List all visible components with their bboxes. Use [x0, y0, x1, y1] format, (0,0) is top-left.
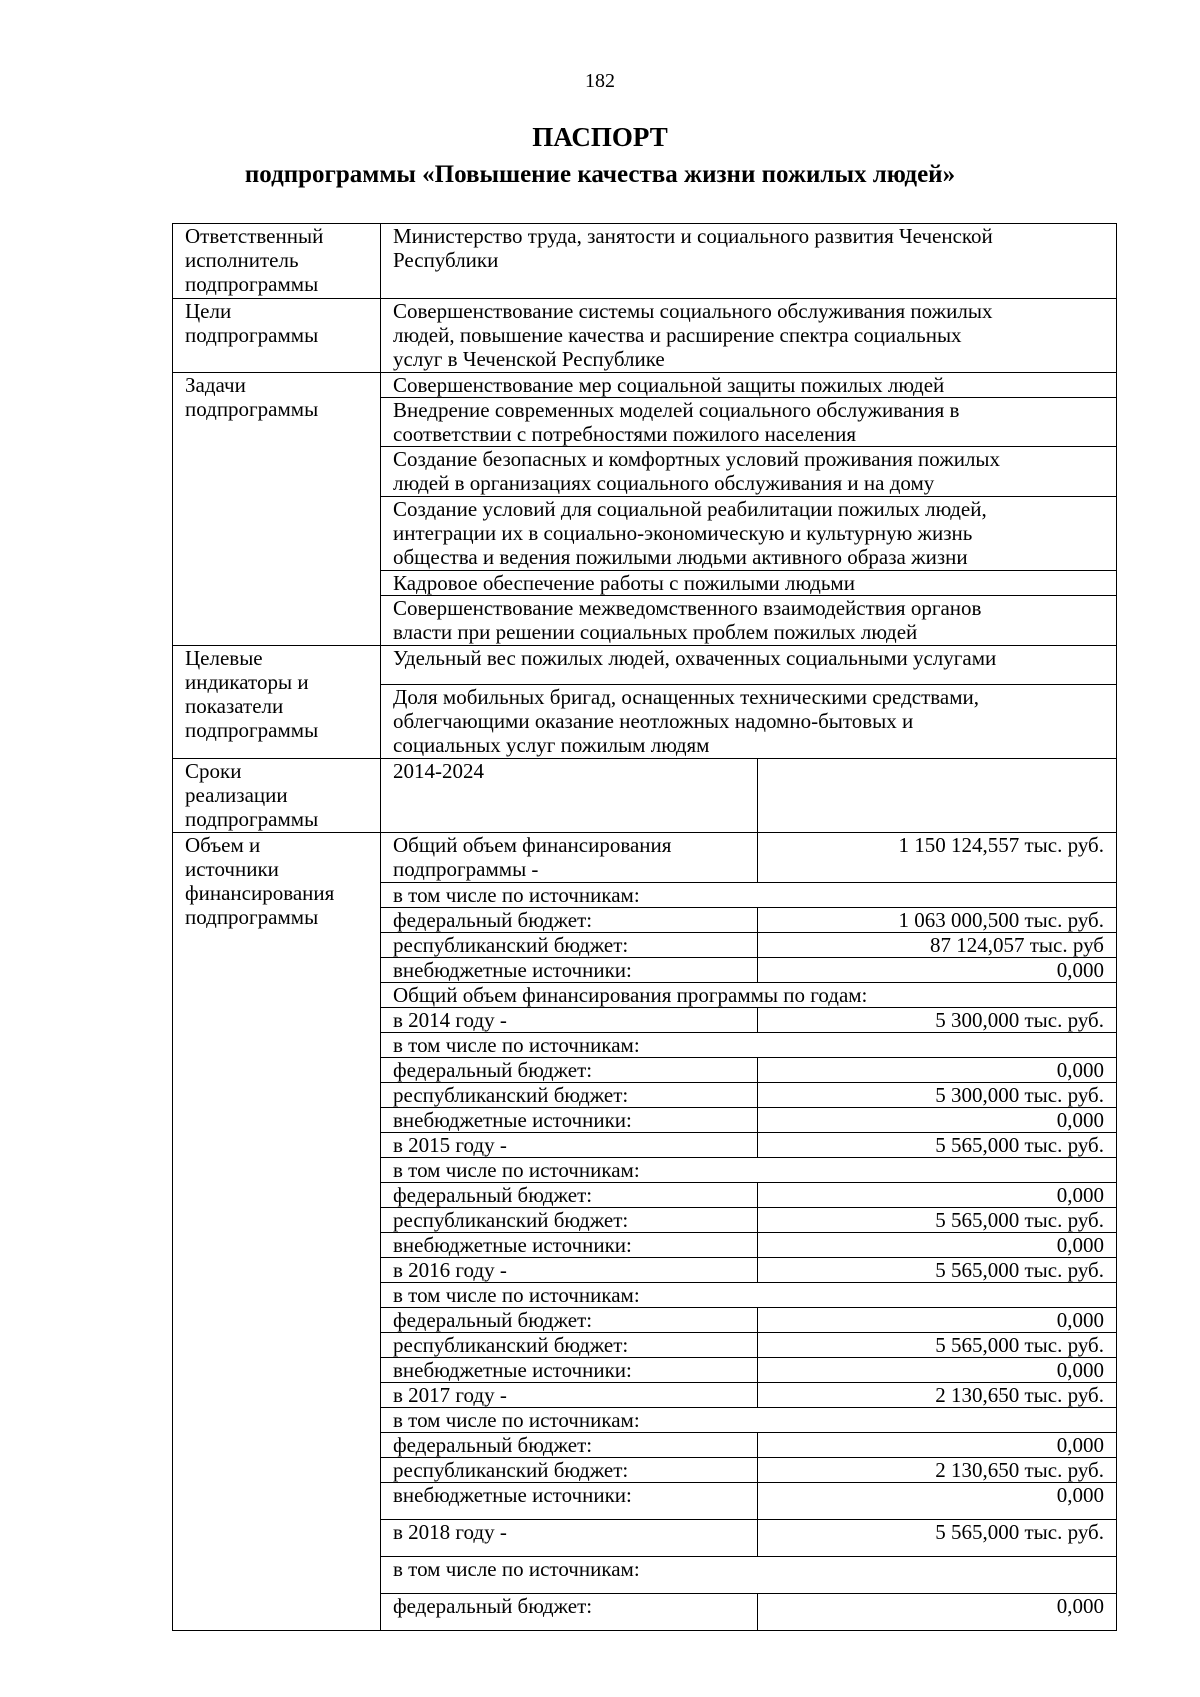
- passport-table: [172, 223, 1117, 1631]
- goals-label: Цели подпрограммы: [173, 299, 381, 373]
- year-republic: 2 130,650 тыс. руб.: [758, 1458, 1117, 1483]
- terms-label: Сроки реализации подпрограммы: [173, 759, 381, 833]
- year-total: 2 130,650 тыс. руб.: [758, 1383, 1117, 1408]
- year-total: 5 565,000 тыс. руб.: [758, 1520, 1117, 1557]
- year-republic-label: республиканский бюджет:: [381, 1083, 758, 1108]
- year-incl: в том числе по источникам:: [381, 1557, 1117, 1594]
- year-federal-label: федеральный бюджет:: [381, 1594, 758, 1631]
- year-federal: 0,000: [758, 1183, 1117, 1208]
- document-title: ПАСПОРТ: [532, 122, 668, 152]
- finance-republic-value: 87 124,057 тыс. руб: [758, 933, 1117, 958]
- finance-federal-label: федеральный бюджет:: [381, 908, 758, 933]
- year-offbudget-label: внебюджетные источники:: [381, 1483, 758, 1520]
- finance-republic-label: республиканский бюджет:: [381, 933, 758, 958]
- indicator-row: [173, 646, 1117, 685]
- finance-total-value: 1 150 124,557 тыс. руб.: [758, 833, 1117, 883]
- year-republic-label: республиканский бюджет:: [381, 1333, 758, 1358]
- year-federal-label: федеральный бюджет:: [381, 1433, 758, 1458]
- year-republic-label: республиканский бюджет:: [381, 1458, 758, 1483]
- tasks-label: Задачи подпрограммы: [173, 373, 381, 646]
- indicator-item: Удельный вес пожилых людей, охваченных социальными услугами: [381, 646, 1117, 685]
- year-offbudget-label: внебюджетные источники:: [381, 1108, 758, 1133]
- year-federal-label: федеральный бюджет:: [381, 1058, 758, 1083]
- year-federal: 0,000: [758, 1433, 1117, 1458]
- year-offbudget: 0,000: [758, 1233, 1117, 1258]
- task-item: Внедрение современных моделей социального обслуживания в соответствии с потребностями пожилого населения: [381, 398, 1117, 447]
- year-label: в 2017 году -: [381, 1383, 758, 1408]
- finance-total-label: Общий объем финансирования подпрограммы -: [381, 833, 758, 883]
- finance-offbudget-value: 0,000: [758, 958, 1117, 983]
- year-incl: в том числе по источникам:: [381, 1033, 1117, 1058]
- year-offbudget-label: внебюджетные источники:: [381, 1233, 758, 1258]
- year-label: в 2015 году -: [381, 1133, 758, 1158]
- terms-empty: [758, 759, 1117, 833]
- year-label: в 2014 году -: [381, 1008, 758, 1033]
- year-federal: 0,000: [758, 1594, 1117, 1631]
- year-label: в 2018 году -: [381, 1520, 758, 1557]
- terms-value: 2014-2024: [381, 759, 758, 833]
- document-subtitle: подпрограммы «Повышение качества жизни пожилых людей»: [244, 161, 956, 188]
- task-row: [173, 373, 1117, 398]
- year-total: 5 565,000 тыс. руб.: [758, 1133, 1117, 1158]
- year-federal-label: федеральный бюджет:: [381, 1308, 758, 1333]
- finance-offbudget-label: внебюджетные источники:: [381, 958, 758, 983]
- year-incl: в том числе по источникам:: [381, 1158, 1117, 1183]
- year-federal-label: федеральный бюджет:: [381, 1183, 758, 1208]
- finance-total-row: [173, 833, 1117, 883]
- executor-label: Ответственный исполнитель подпрограммы: [173, 224, 381, 299]
- year-federal: 0,000: [758, 1308, 1117, 1333]
- row-executor: [173, 224, 1117, 299]
- year-total: 5 565,000 тыс. руб.: [758, 1258, 1117, 1283]
- year-republic: 5 565,000 тыс. руб.: [758, 1208, 1117, 1233]
- year-republic: 5 300,000 тыс. руб.: [758, 1083, 1117, 1108]
- year-offbudget-label: внебюджетные источники:: [381, 1358, 758, 1383]
- year-offbudget: 0,000: [758, 1483, 1117, 1520]
- task-item: Кадровое обеспечение работы с пожилыми людьми: [381, 571, 1117, 596]
- finance-incl-label: в том числе по источникам:: [381, 883, 1117, 908]
- task-item: Совершенствование межведомственного взаимодействия органов власти при решении социальных проблем пожилых людей: [381, 596, 1117, 646]
- task-item: Создание безопасных и комфортных условий проживания пожилых людей в организациях социального обслуживания и на дому: [381, 447, 1117, 497]
- task-item: Создание условий для социальной реабилитации пожилых людей, интеграции их в социально-экономическую и культурную жизнь общества и ведения пожилыми людьми активного образа жизни: [381, 497, 1117, 571]
- year-label: в 2016 году -: [381, 1258, 758, 1283]
- indicator-item: Доля мобильных бригад, оснащенных техническими средствами, облегчающими оказание неотложных надомно-бытовых и социальных услуг пожилым людям: [381, 685, 1117, 759]
- goals-value: Совершенствование системы социального обслуживания пожилых людей, повышение качества и расширение спектра социальных услуг в Чеченской Республике: [381, 299, 1117, 373]
- indicators-label: Целевые индикаторы и показатели подпрограммы: [173, 646, 381, 759]
- year-republic-label: республиканский бюджет:: [381, 1208, 758, 1233]
- year-incl: в том числе по источникам:: [381, 1283, 1117, 1308]
- year-republic: 5 565,000 тыс. руб.: [758, 1333, 1117, 1358]
- page-number: 182: [585, 70, 615, 92]
- finance-by-years-label: Общий объем финансирования программы по годам:: [381, 983, 1117, 1008]
- year-offbudget: 0,000: [758, 1108, 1117, 1133]
- year-incl: в том числе по источникам:: [381, 1408, 1117, 1433]
- finance-federal-value: 1 063 000,500 тыс. руб.: [758, 908, 1117, 933]
- executor-value: Министерство труда, занятости и социального развития Чеченской Республики: [381, 224, 1117, 299]
- year-offbudget: 0,000: [758, 1358, 1117, 1383]
- finance-label: Объем и источники финансирования подпрограммы: [173, 833, 381, 1631]
- year-total: 5 300,000 тыс. руб.: [758, 1008, 1117, 1033]
- year-federal: 0,000: [758, 1058, 1117, 1083]
- task-item: Совершенствование мер социальной защиты пожилых людей: [381, 373, 1117, 398]
- row-terms: [173, 759, 1117, 833]
- row-goals: [173, 299, 1117, 373]
